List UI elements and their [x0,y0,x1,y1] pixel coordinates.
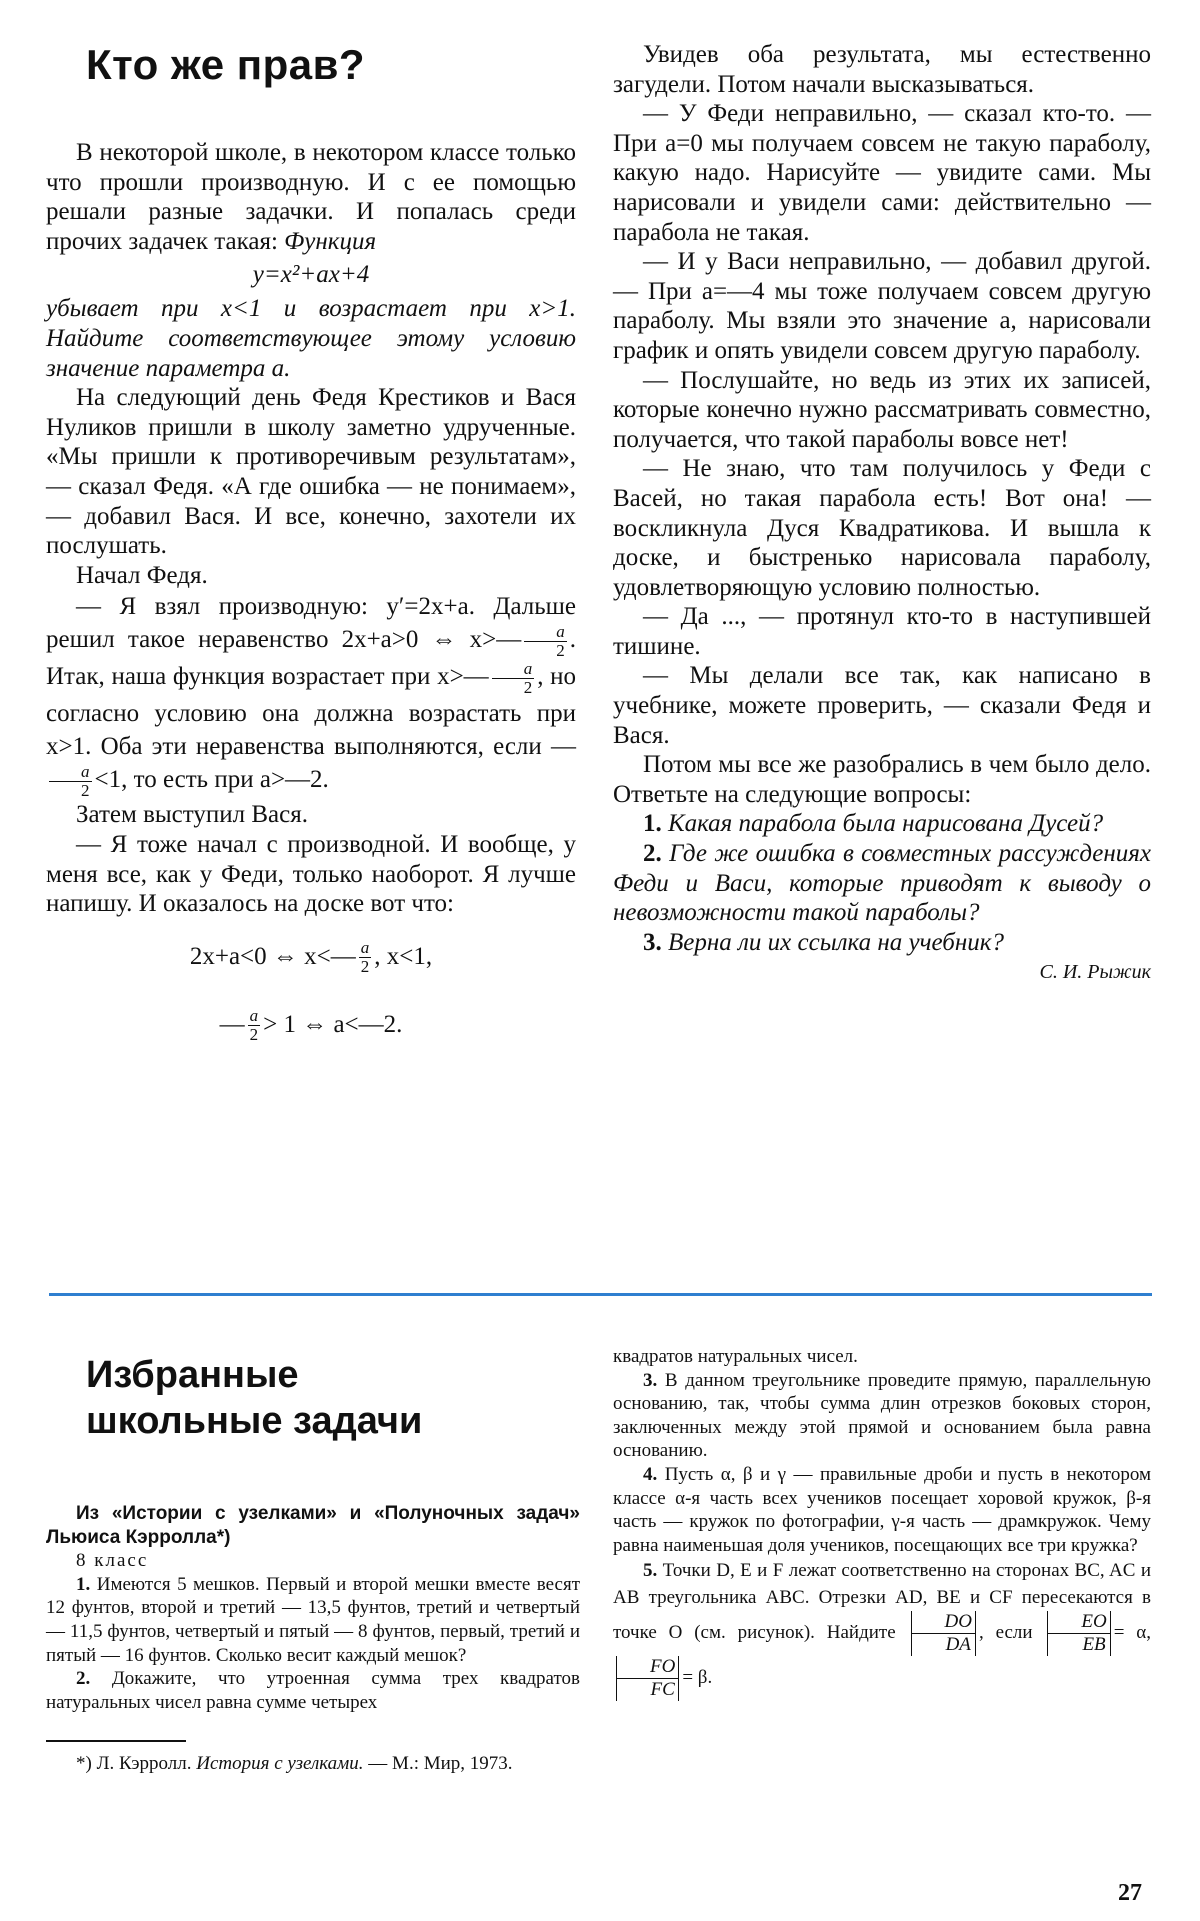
section-divider [49,1293,1152,1296]
footnote-rule [46,1740,186,1742]
vasya-formula-2: — $\frac{a}{2}$ > 1 ⇔ a<—2. [219,1006,403,1045]
vasya-formula-1: 2x+a<0 ⇔ x<— $\frac{a}{2}$ , x<1, [189,938,433,977]
fraction-a-over-2: $\frac{a}{2}$ [492,660,535,697]
question-3: 3. Верна ли их ссылка на учебник? [643,928,1004,956]
article1-function-formula: y=x²+ax+4 [252,261,370,289]
fraction-a-over-2: $\frac{a}{2}$ [360,938,370,977]
article1-r4: — Послушайте, но ведь из этих их записей, которые конечно нужно рассматривать совместно, получается, что такой параболы вовсе нет! [613,366,1151,453]
task-2-continued: квадратов натуральных чисел. [613,1346,858,1367]
article1-task: убывает при x<1 и возрастает при x>1. Найдите соответствующее этому условию значение параметра a. [46,295,576,382]
fraction-fo-fc: $\frac{FO}{FC}$ [616,1656,679,1701]
fraction-a-over-2: $\frac{a}{2}$ [524,623,567,660]
task-4: 4. Пусть α, β и γ — правильные дроби и пусть в некотором классе α-я часть всех учеников посещает хоровой кружок, β-я часть — кружок по фотографии, γ-я часть — драмкружок. Чему равна наименьшая доля учеников, посещающих все три кружка? [613,1463,1151,1556]
article1-title: Кто же прав? [86,41,366,88]
article1-right-column [613,40,1151,987]
article1-paragraph-2: На следующий день Федя Крестиков и Вася Нуликов пришли в школу заметно удрученные. «Мы пришли к противоречивым результатам», — сказал Федя. «А где ошибка — не понимаем», — добавил Вася. И все, конечно, захотели их послушать. [46,384,576,560]
article1-author: С. И. Рыжик [1039,961,1151,984]
article2-subhead: Из «Истории с узелками» и «Полуночных задач» Льюиса Кэрролла*) [46,1503,580,1548]
task-2: 2. Докажите, что утроенная сумма трех квадратов натуральных чисел равна сумме четырех [46,1668,581,1713]
article1-intro: В некоторой школе, в некотором классе только что прошли производную. И с ее помощью решали разные задачки. И попалась среди прочих задачек такая: Функция [46,139,576,255]
article1-paragraph-5: Затем выступил Вася. [76,801,308,829]
task-5: 5. Точки D, E и F лежат соответственно на сторонах BC, AC и AB треугольника ABC. Отрезки AD, BE и CF пересекаются в точке O (см. рисунок). Найдите $\frac{DO}{DA}$ , если $\frac{EO}{EB}$ = α, $\frac{FO}{FC}$ = β. [613,1560,1151,1701]
question-1: 1. Какая парабола была нарисована Дусей? [643,810,1104,838]
task-3: 3. В данном треугольнике проведите прямую, параллельную основанию, так, чтобы сумма длин отрезков боковых сторон, заключенных между этой прямой и основанием была равна основанию. [613,1369,1152,1462]
article1-fedya-solution: — Я взял производную: y′=2x+a. Дальше решил такое неравенство 2x+a>0 ⇔ x>— $\frac{a}{2}$ . Итак, наша функция возрастает при x>— $\frac{a}{2}$ , но согласно условию она должна возрастать при x>1. Оба эти неравенства выполняются, если — $\frac{a}{2}$ <1, то есть при a>—2. [46,593,576,801]
fraction-eo-eb: $\frac{EO}{EB}$ [1047,1611,1110,1656]
article1-r8: Потом мы все же разобрались в чем было дело. Ответьте на следующие вопросы: [613,751,1151,808]
fraction-do-da: $\frac{DO}{DA}$ [911,1611,976,1656]
article1-paragraph-3: Начал Федя. [76,561,208,589]
article1-paragraph-6: — Я тоже начал с производной. И вообще, у меня все, как у Феди, только наоборот. Я лучше напишу. И оказалось на доске вот что: [46,830,576,918]
footnote: *) Л. Кэрролл. История с узелками. — М.: Мир, 1973. [76,1752,513,1774]
article1-left-column [46,40,576,1055]
article1-r2: — У Феди неправильно, — сказал кто-то. — При a=0 мы получаем совсем не такую параболу, какую надо. Нарисуйте — увидите сами. Мы нарисовали и увидели сами: действительно — парабола не такая. [613,100,1151,246]
article1-r7: — Мы делали все так, как написано в учебнике, можете проверить, — сказали Федя и Вася. [613,662,1151,749]
article2-right-column [613,1345,1151,1701]
article1-r1: Увидев оба результата, мы естественно загудели. Потом начали высказываться. [613,41,1151,98]
article2-title: Избранные школьные задачи [86,1354,423,1442]
article1-r6: — Да ..., — протянул кто-то в наступившей тишине. [613,603,1151,660]
task-1: 1. Имеются 5 мешков. Первый и второй мешки вместе весят 12 фунтов, второй и третий — 13,5 фунтов, третий и четвертый — 11,5 фунтов, четвертый и пятый — 8 фунтов, первый, третий и пятый — 16 фунтов. Сколько весит каждый мешок? [46,1573,581,1666]
fraction-a-over-2: $\frac{a}{2}$ [249,1006,259,1045]
article2-left-column [46,1352,580,1775]
grade-label: 8 класс [76,1550,149,1572]
page-number: 27 [1118,1880,1142,1906]
fraction-a-over-2: $\frac{a}{2}$ [49,763,92,800]
article1-r5: — Не знаю, что там получилось у Феди с Васей, но такая парабола есть! Вот она! — воскликнула Дуся Квадратикова. И вышла к доске, и быстренько нарисовала параболу, удовлетворяющую условию полностью. [613,455,1151,601]
article1-r3: — И у Васи неправильно, — добавил другой. — При a=—4 мы тоже получаем совсем другую параболу. Мы взяли это значение a, нарисовали график и опять увидели совсем другую параболу. [613,248,1151,364]
question-2: 2. Где же ошибка в совместных рассуждениях Феди и Васи, которые приводят к выводу о невозможности такой параболы? [613,840,1151,927]
